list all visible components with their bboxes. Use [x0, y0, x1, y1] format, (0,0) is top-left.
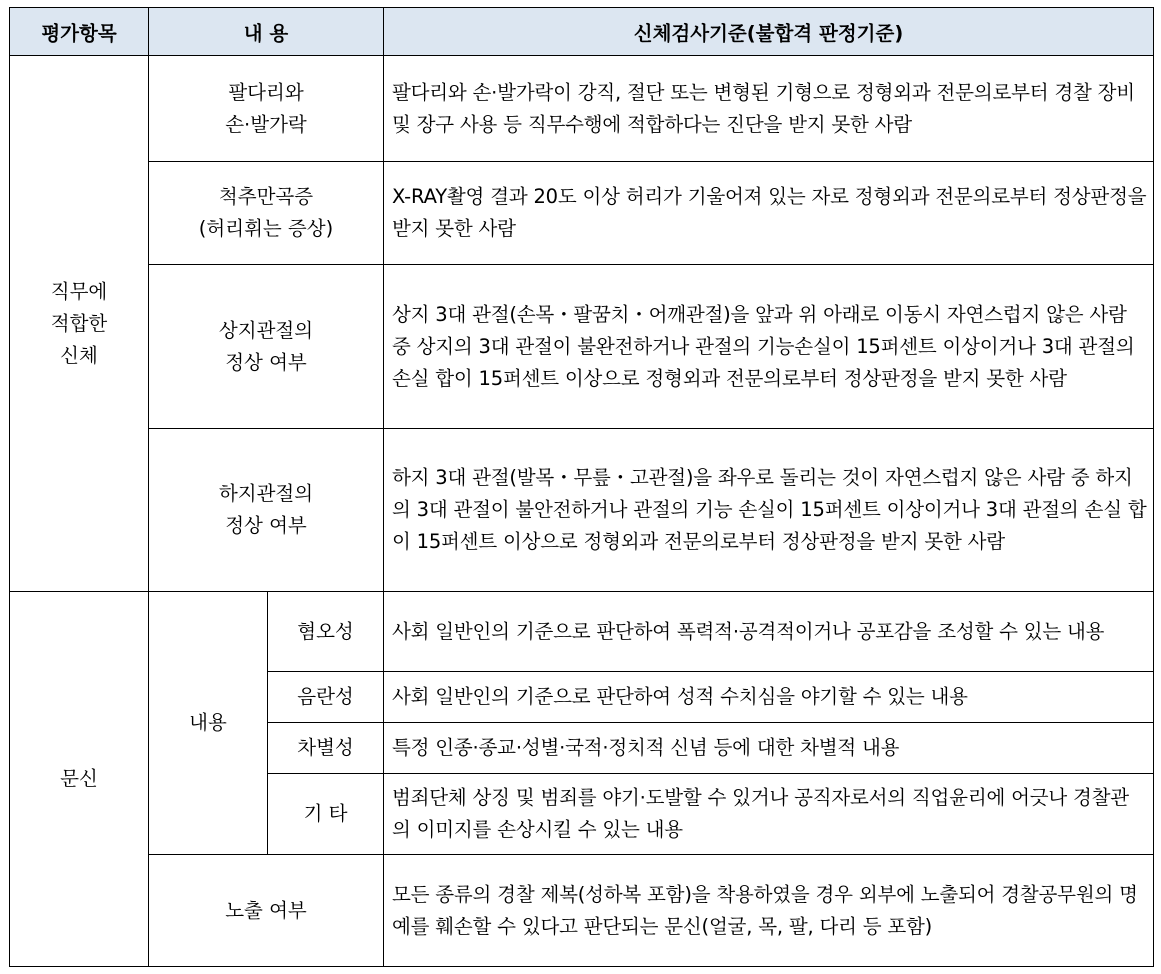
item-obscene: 음란성 [268, 672, 384, 723]
header-evaluation-item: 평가항목 [10, 8, 149, 56]
criteria-upper-joint: 상지 3대 관절(손목・팔꿈치・어깨관절)을 앞과 위 아래로 이동시 자연스럽지 않은 사람 중 상지의 3대 관절이 불완전하거나 관절의 기능손실이 15퍼센트 이상이거나 3대 관절의 손실 합이 15퍼센트 이상으로 정형외과 전문의로부터 정상판정을 받지 못한 사람 [384, 265, 1154, 429]
item-scoliosis [149, 162, 384, 265]
item-other: 기 타 [268, 774, 384, 855]
item-line: 정상 여부 [225, 514, 307, 537]
item-offensive: 혐오성 [268, 592, 384, 672]
criteria-exposure: 모든 종류의 경찰 제복(성하복 포함)을 착용하였을 경우 외부에 노출되어 경찰공무원의 명예를 훼손할 수 있다고 판단되는 문신(얼굴, 목, 팔, 다리 등 포함) [384, 855, 1154, 967]
header-criteria: 신체검사기준(불합격 판정기준) [384, 8, 1154, 56]
table-row [10, 592, 1154, 672]
physical-exam-criteria-table [9, 7, 1154, 967]
category-line: 신체 [60, 343, 98, 367]
tattoo-content-label: 내용 [149, 592, 268, 855]
table-row [10, 429, 1154, 592]
table-row [10, 265, 1154, 429]
category-body-fit [10, 56, 149, 592]
item-line: 손·발가락 [225, 112, 307, 136]
item-line: 척추만곡증 [218, 185, 314, 208]
category-tattoo: 문신 [10, 592, 149, 967]
criteria-scoliosis: X-RAY촬영 결과 20도 이상 허리가 기울어져 있는 자로 정형외과 전문의로부터 정상판정을 받지 못한 사람 [384, 162, 1154, 265]
criteria-lower-joint: 하지 3대 관절(발목・무릎・고관절)을 좌우로 돌리는 것이 자연스럽지 않은 사람 중 하지의 3대 관절이 불안전하거나 관절의 기능 손실이 15퍼센트 이상이거나 3대 관절의 손실 합이 15퍼센트 이상으로 정형외과 전문의로부터 정상판정을 받지 못한 사람 [384, 429, 1154, 592]
item-line: 정상 여부 [225, 350, 307, 374]
criteria-discriminatory: 특정 인종·종교·성별·국적·정치적 신념 등에 대한 차별적 내용 [384, 723, 1154, 774]
header-content: 내 용 [149, 8, 384, 56]
item-exposure: 노출 여부 [149, 855, 384, 967]
item-line: 상지관절의 [218, 318, 314, 342]
criteria-offensive: 사회 일반인의 기준으로 판단하여 폭력적·공격적이거나 공포감을 조성할 수 있는 내용 [384, 592, 1154, 672]
item-limbs [149, 56, 384, 162]
header-row [10, 8, 1154, 56]
item-discriminatory: 차별성 [268, 723, 384, 774]
category-line: 직무에 [50, 279, 108, 303]
item-line: 팔다리와 [228, 80, 304, 104]
criteria-other: 범죄단체 상징 및 범죄를 야기·도발할 수 있거나 공직자로서의 직업윤리에 어긋나 경찰관의 이미지를 손상시킬 수 있는 내용 [384, 774, 1154, 855]
table-row [10, 162, 1154, 265]
item-line: 하지관절의 [218, 482, 314, 505]
table-row [10, 56, 1154, 162]
table-row [10, 855, 1154, 967]
item-lower-joint [149, 429, 384, 592]
category-line: 적합한 [50, 311, 108, 335]
criteria-limbs: 팔다리와 손·발가락이 강직, 절단 또는 변형된 기형으로 정형외과 전문의로부터 경찰 장비 및 장구 사용 등 직무수행에 적합하다는 진단을 받지 못한 사람 [384, 56, 1154, 162]
item-upper-joint [149, 265, 384, 429]
criteria-obscene: 사회 일반인의 기준으로 판단하여 성적 수치심을 야기할 수 있는 내용 [384, 672, 1154, 723]
item-line: (허리휘는 증상) [198, 217, 334, 240]
